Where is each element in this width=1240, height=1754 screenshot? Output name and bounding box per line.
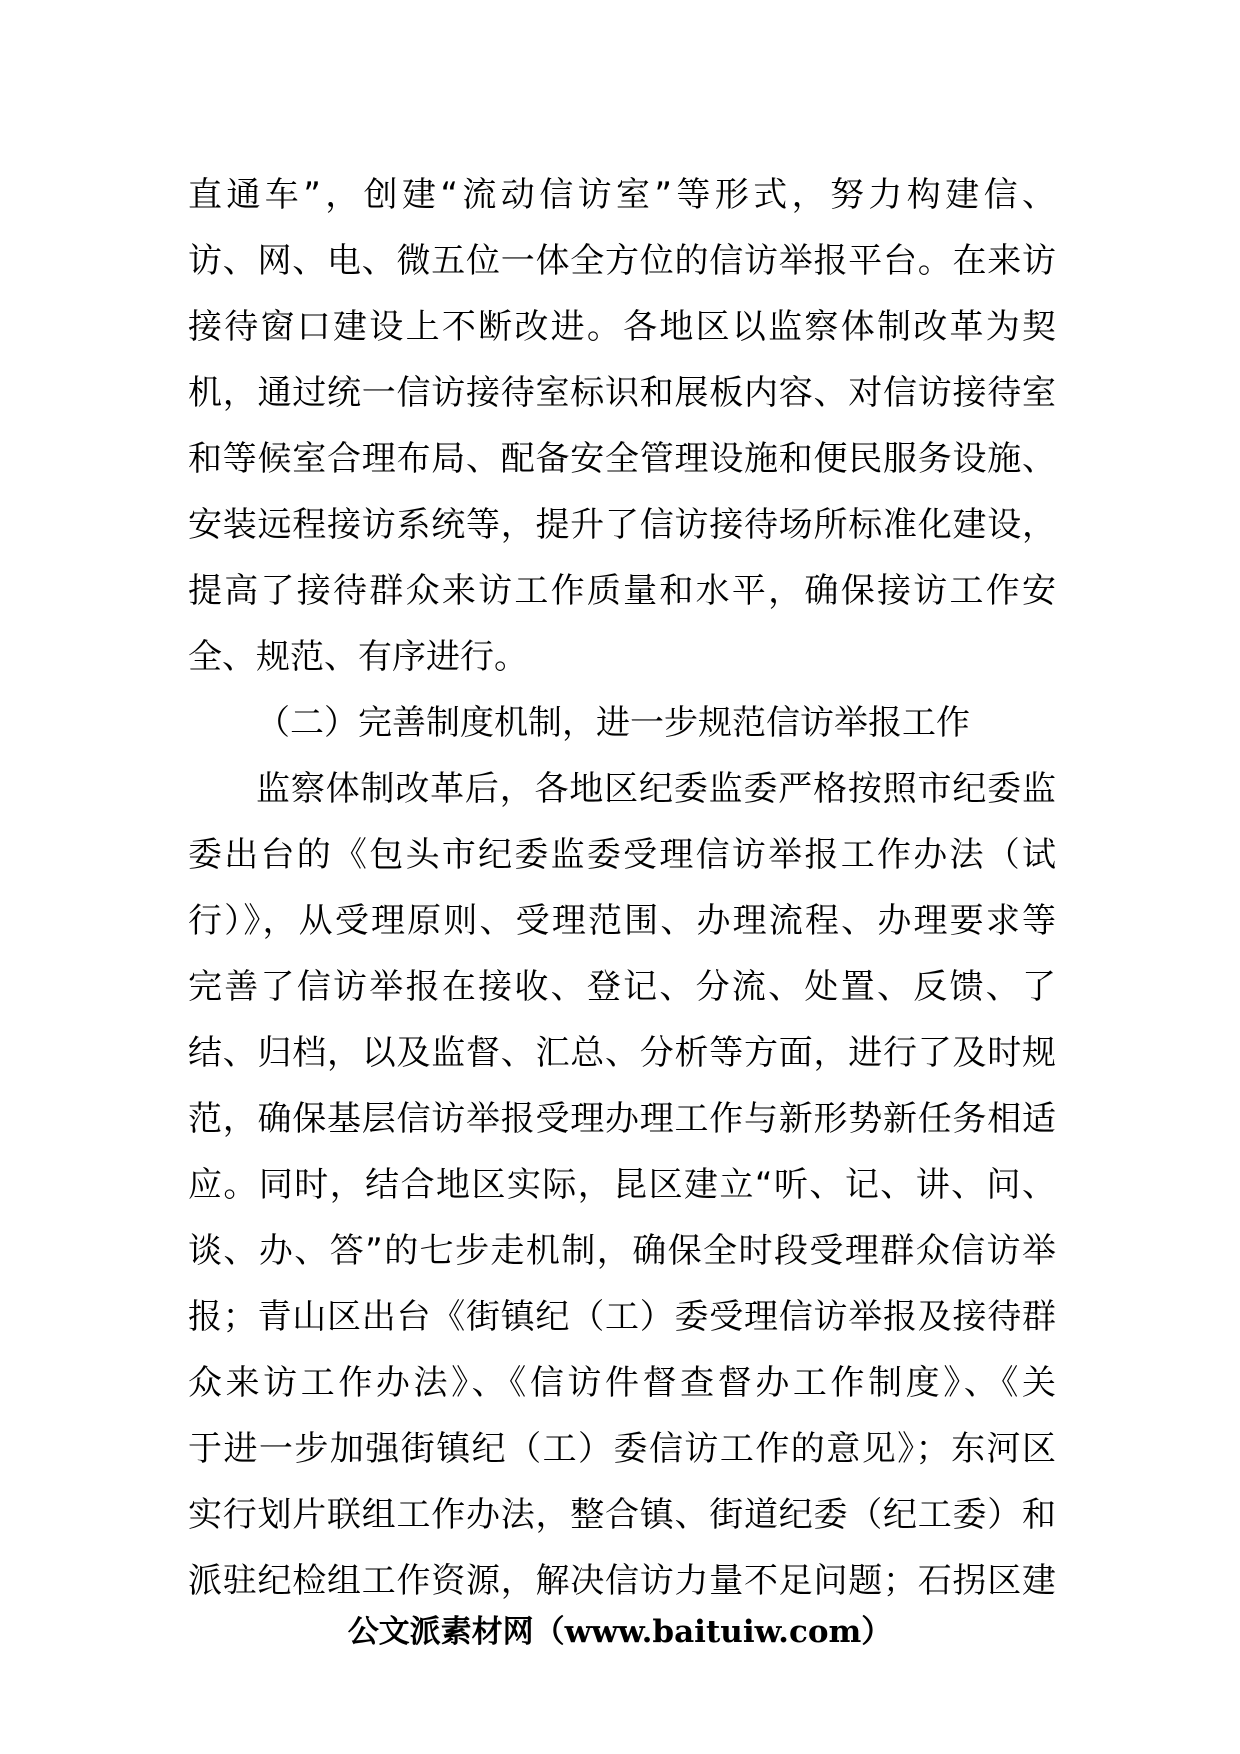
- paragraph1-line: 和等候室合理布局、配备安全管理设施和便民服务设施、: [188, 439, 1056, 479]
- section-heading: （二）完善制度机制，进一步规范信访举报工作: [256, 703, 970, 743]
- paragraph2-line: 谈、办、答”的七步走机制，确保全时段受理群众信访举: [188, 1231, 1056, 1271]
- paragraph1-line: 提高了接待群众来访工作质量和水平，确保接访工作安: [188, 571, 1056, 611]
- paragraph2-line: 实行划片联组工作办法，整合镇、街道纪委（纪工委）和: [188, 1495, 1056, 1535]
- document-body: [188, 162, 1056, 1614]
- paragraph1-line: 直通车”，创建“流动信访室”等形式，努力构建信、: [188, 175, 1056, 215]
- paragraph2-line: 报；青山区出台《街镇纪（工）委受理信访举报及接待群: [188, 1297, 1056, 1337]
- page-footer-source: 公文派素材网（www.baituiw.com）: [347, 1614, 893, 1650]
- paragraph2-line: 结、归档，以及监督、汇总、分析等方面，进行了及时规: [188, 1033, 1056, 1073]
- paragraph2-line: 应。同时，结合地区实际，昆区建立“听、记、讲、问、: [188, 1165, 1056, 1205]
- paragraph2-line: 委出台的《包头市纪委监委受理信访举报工作办法（试: [188, 835, 1056, 875]
- paragraph2-line: 范，确保基层信访举报受理办理工作与新形势新任务相适: [188, 1099, 1056, 1139]
- paragraph1-line: 接待窗口建设上不断改进。各地区以监察体制改革为契: [188, 307, 1056, 347]
- paragraph1-line: 机，通过统一信访接待室标识和展板内容、对信访接待室: [188, 373, 1056, 413]
- paragraph2-line: 众来访工作办法》、《信访件督查督办工作制度》、《关: [188, 1363, 1056, 1403]
- paragraph1-line: 访、网、电、微五位一体全方位的信访举报平台。在来访: [188, 241, 1056, 281]
- paragraph2-line: 监察体制改革后，各地区纪委监委严格按照市纪委监: [256, 769, 1056, 809]
- paragraph2-line: 于进一步加强街镇纪（工）委信访工作的意见》；东河区: [188, 1429, 1056, 1469]
- paragraph1-line: 全、规范、有序进行。: [188, 637, 528, 677]
- paragraph1-line: 安装远程接访系统等，提升了信访接待场所标准化建设，: [188, 505, 1056, 545]
- paragraph2-line: 完善了信访举报在接收、登记、分流、处置、反馈、了: [188, 967, 1056, 1007]
- paragraph2-line: 派驻纪检组工作资源，解决信访力量不足问题；石拐区建: [188, 1561, 1056, 1601]
- paragraph2-line: 行）》，从受理原则、受理范围、办理流程、办理要求等: [188, 901, 1056, 941]
